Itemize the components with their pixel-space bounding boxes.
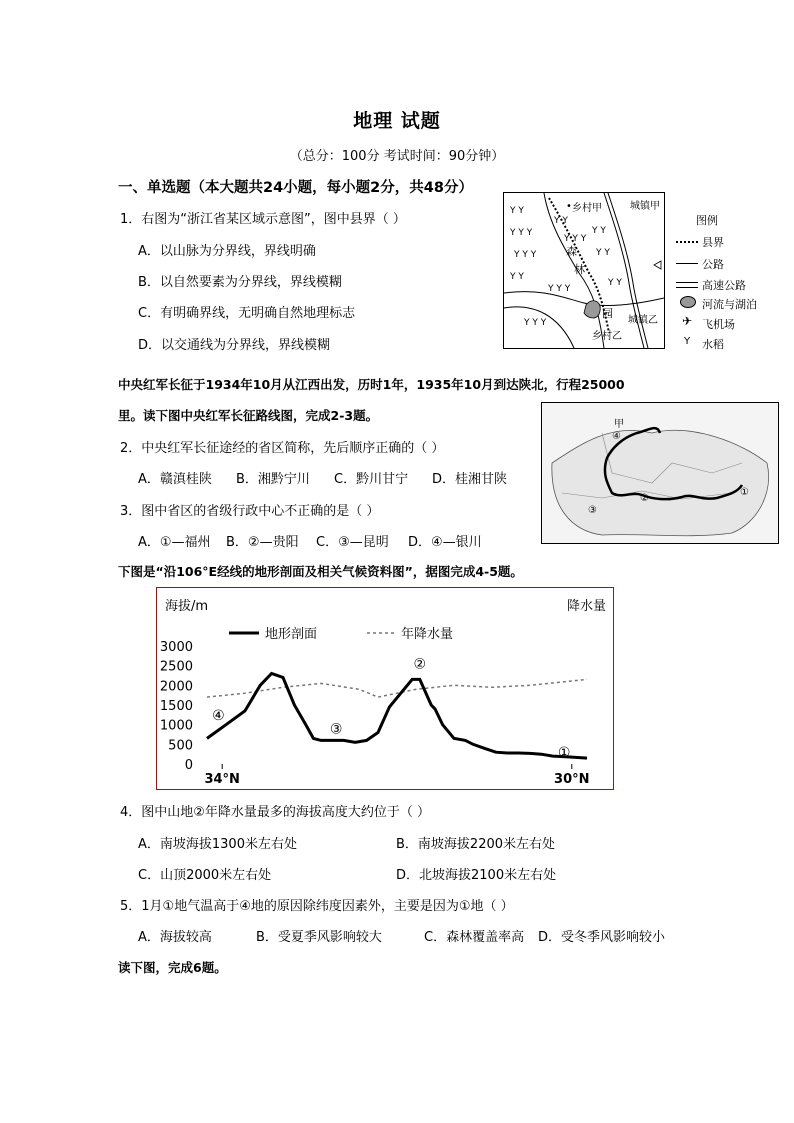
exam-info: （总分：100分 考试时间：90分钟）	[289, 149, 505, 164]
route-label-1: ①	[740, 487, 749, 498]
question-6-intro: 读下图，完成6题。	[118, 960, 227, 975]
q5-option-a: A．海拔较高	[138, 930, 212, 945]
highway-symbol	[676, 282, 698, 288]
county-boundary-symbol	[676, 241, 698, 243]
q3-option-d: D．④—银川	[408, 535, 482, 550]
legend-airport: 飞机场	[702, 318, 735, 331]
question-2-stem: 2．中央红军长征途经的省区简称，先后顺序正确的（ ）	[120, 441, 445, 456]
y-axis-left-label: 海拔/m	[165, 599, 209, 614]
q3-option-b: B．②—贵阳	[226, 535, 299, 550]
legend-river-lake: 河流与湖泊	[702, 298, 757, 311]
profile-point-label: ②	[413, 656, 427, 673]
route-label-4: ④	[612, 431, 621, 442]
y-tick-label: 2000	[159, 679, 193, 695]
terrain-profile-line	[207, 674, 587, 762]
question-5-stem: 5．1月①地气温高于④地的原因除纬度因素外，主要是因为①地（ ）	[120, 899, 514, 914]
q4-option-c: C．山顶2000米左右处	[138, 868, 272, 883]
q5-option-c: C．森林覆盖率高	[424, 930, 525, 945]
section-heading: 一、单选题（本大题共24小题，每小题2分，共48分）	[118, 180, 473, 196]
q2-option-c: C．黔川甘宁	[334, 472, 409, 487]
svg-text:Y Y Y: Y Y Y	[548, 284, 571, 294]
long-march-route-map	[541, 402, 779, 544]
route-label-3: ③	[588, 505, 597, 516]
y-tick-label: 1000	[159, 718, 193, 734]
q5-option-b: B．受夏季风影响较大	[256, 930, 382, 945]
map-label-village-b: 乡村乙	[592, 331, 622, 342]
y-tick-label: 2500	[159, 659, 193, 675]
route-label-2: ②	[640, 493, 649, 504]
map-label-town-b: 城镇乙	[628, 315, 658, 326]
svg-text:Y Y Y: Y Y Y	[510, 228, 533, 238]
q1-option-b: B．以自然要素为分界线，界线模糊	[138, 275, 342, 290]
profile-intro: 下图是“沿106°E经线的地形剖面及相关气候资料图”，据图完成4-5题。	[118, 564, 523, 579]
y-axis-right-label: 降水量	[567, 599, 607, 614]
lake-symbol	[680, 296, 696, 308]
profile-point-label: ①	[557, 745, 571, 762]
q3-option-a: A．①—福州	[138, 535, 211, 550]
route-map-drawing	[542, 403, 778, 543]
q5-option-d: D．受冬季风影响较小	[538, 930, 666, 945]
profile-point-label: ③	[329, 721, 343, 738]
legend-title: 图例	[696, 214, 718, 227]
profile-point-label: ④	[212, 707, 225, 724]
svg-text:Y Y: Y Y	[510, 206, 524, 216]
airport-icon: ✈	[682, 314, 693, 328]
x-tick-label: 30°N	[554, 772, 590, 787]
legend-highway: 高速公路	[702, 279, 746, 292]
region-map-drawing	[504, 193, 664, 348]
q2-option-d: D．桂湘甘陕	[432, 472, 508, 487]
route-label-jia: 甲	[614, 419, 624, 430]
q2-option-b: B．湘黔宁川	[236, 472, 310, 487]
svg-text:Y Y Y: Y Y Y	[564, 234, 587, 244]
q1-option-d: D．以交通线为分界线，界线模糊	[138, 338, 331, 353]
svg-text:Y Y Y: Y Y Y	[514, 250, 537, 260]
x-tick-label: 34°N	[204, 772, 240, 787]
q1-option-c: C．有明确界线，无明确自然地理标志	[138, 306, 356, 321]
long-march-intro-line1: 中央红军长征于1934年10月从江西出发，历时1年，1935年10月到达陕北，行程25000	[118, 377, 625, 392]
q3-option-c: C．③—昆明	[316, 535, 389, 550]
chart-svg	[157, 588, 613, 789]
question-4-stem: 4．图中山地②年降水量最多的海拔高度大约位于（ ）	[120, 805, 431, 820]
q1-option-a: A．以山脉为分界线，界线明确	[138, 244, 316, 259]
map-label-garden: 园	[602, 307, 613, 320]
long-march-intro-line2: 里。读下图中央红军长征路线图，完成2-3题。	[118, 408, 379, 423]
question-1-stem: 1．右图为“浙江省某区域示意图”，图中县界（ ）	[120, 212, 406, 227]
q4-option-d: D．北坡海拔2100米左右处	[396, 868, 557, 883]
y-tick-label: 500	[168, 738, 193, 754]
map-label-town-a: 城镇甲	[630, 201, 660, 212]
question-3-stem: 3．图中省区的省级行政中心不正确的是（ ）	[120, 504, 380, 519]
legend-precip-label: 年降水量	[401, 627, 454, 642]
legend-terrain-label: 地形剖面	[265, 627, 318, 642]
svg-text:Y Y: Y Y	[596, 248, 610, 258]
page-title: 地理 试题	[353, 110, 441, 132]
y-tick-label: 1500	[159, 699, 193, 714]
zhejiang-region-map	[503, 192, 665, 349]
legend-rice: 水稻	[702, 338, 724, 351]
svg-text:Y Y: Y Y	[608, 278, 622, 288]
road-symbol	[676, 263, 698, 264]
y-tick-label: 3000	[159, 640, 193, 655]
map-label-forest-2: 林	[574, 263, 585, 276]
q4-option-b: B．南坡海拔2200米左右处	[396, 837, 556, 852]
svg-text:Y Y: Y Y	[554, 216, 568, 226]
svg-text:Y Y: Y Y	[510, 272, 524, 282]
legend-county-boundary: 县界	[702, 236, 724, 249]
q4-option-a: A．南坡海拔1300米左右处	[138, 837, 297, 852]
svg-text:•: •	[566, 201, 572, 212]
terrain-profile-chart	[156, 587, 614, 790]
map-label-forest-1: 森	[566, 245, 577, 258]
legend-road: 公路	[702, 258, 724, 271]
rice-icon: Y	[684, 336, 691, 347]
map-label-village-a: 乡村甲	[572, 203, 602, 214]
svg-text:Y Y Y: Y Y Y	[524, 318, 547, 328]
q2-option-a: A．赣滇桂陕	[138, 472, 212, 487]
y-tick-label: 0	[184, 758, 193, 773]
map-legend	[676, 212, 786, 352]
svg-text:Y Y: Y Y	[592, 226, 606, 236]
